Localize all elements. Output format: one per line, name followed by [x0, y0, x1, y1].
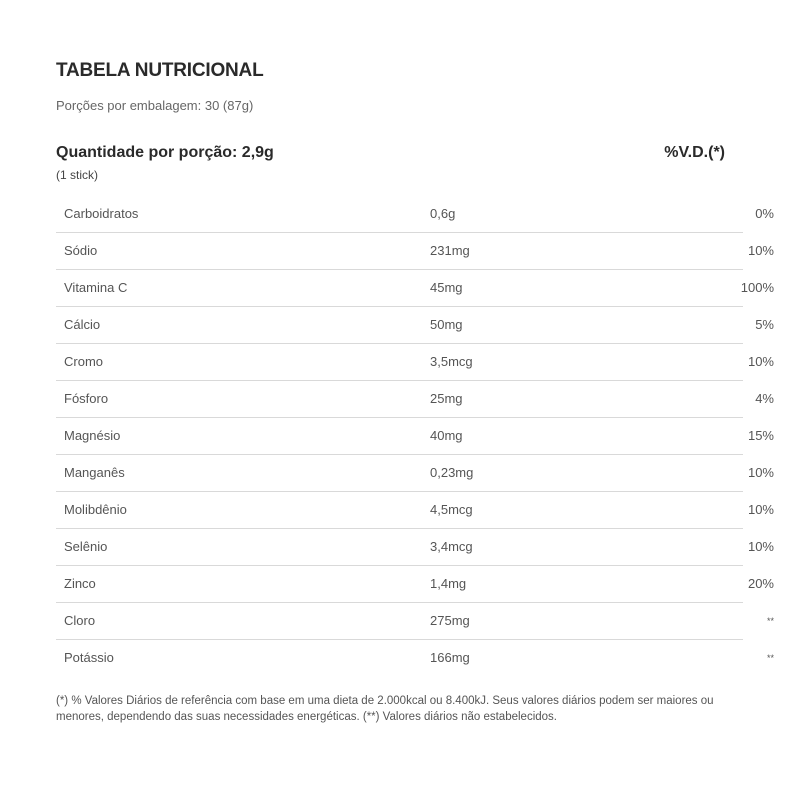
nutrient-amount: 1,4mg [430, 576, 467, 591]
nutrient-amount: 4,5mcg [430, 502, 473, 517]
serving-size: Quantidade por porção: 2,9g [56, 144, 274, 161]
nutrient-daily-value: 0% [755, 206, 774, 221]
table-row [56, 196, 774, 233]
nutrient-name: Fósforo [64, 391, 109, 406]
nutrient-name: Magnésio [64, 428, 121, 443]
nutrient-daily-value: ** [766, 616, 774, 626]
nutrient-daily-value: 100% [740, 280, 774, 295]
table-row [56, 566, 774, 603]
nutrient-daily-value: 10% [747, 465, 774, 480]
table-row [56, 455, 774, 492]
nutrient-name: Cloro [64, 613, 96, 628]
serving-size-unit: (1 stick) [56, 168, 98, 182]
nutrient-amount: 3,4mcg [430, 539, 473, 554]
table-row [56, 270, 774, 307]
nutrient-name: Carboidratos [64, 206, 139, 221]
nutrient-daily-value: 10% [747, 354, 774, 369]
nutrient-daily-value: ** [766, 653, 774, 663]
nutrient-amount: 50mg [430, 317, 463, 332]
nutrient-amount: 40mg [430, 428, 463, 443]
table-row [56, 640, 774, 676]
nutrient-daily-value: 10% [747, 539, 774, 554]
nutrient-name: Zinco [64, 576, 96, 591]
nutrient-daily-value: 5% [755, 317, 774, 332]
nutrient-amount: 0,6g [430, 206, 456, 221]
nutrient-table [56, 196, 774, 676]
table-row [56, 381, 774, 418]
table-row [56, 344, 774, 381]
nutrient-name: Potássio [64, 650, 114, 665]
table-row [56, 307, 774, 344]
nutrient-name: Molibdênio [64, 502, 127, 517]
nutrient-amount: 0,23mg [430, 465, 474, 480]
nutrient-daily-value: 4% [755, 391, 774, 406]
daily-value-header: %V.D.(*) [664, 144, 725, 161]
nutrient-daily-value: 20% [747, 576, 774, 591]
table-row [56, 418, 774, 455]
nutrient-name: Selênio [64, 539, 108, 554]
nutrient-name: Sódio [64, 243, 98, 258]
nutrient-daily-value: 10% [747, 502, 774, 517]
table-row [56, 233, 774, 270]
nutrient-amount: 231mg [430, 243, 470, 258]
nutrient-daily-value: 15% [747, 428, 774, 443]
table-row [56, 603, 774, 640]
table-row [56, 529, 774, 566]
nutrient-amount: 166mg [430, 650, 470, 665]
table-row [56, 492, 774, 529]
nutrient-name: Manganês [64, 465, 125, 480]
nutrient-amount: 3,5mcg [430, 354, 473, 369]
nutrient-amount: 275mg [430, 613, 470, 628]
nutrient-name: Vitamina C [64, 280, 128, 295]
footnote: (*) % Valores Diários de referência com base em uma dieta de 2.000kcal ou 8.400kJ. Seus valores diários podem ser maiores ou menores, dependendo das suas necessidades energéticas. (**) Valores diários não estabelecidos. [56, 695, 714, 723]
page-title: TABELA NUTRICIONAL [56, 60, 264, 81]
nutrient-amount: 25mg [430, 391, 463, 406]
nutrient-amount: 45mg [430, 280, 463, 295]
nutrient-name: Cromo [64, 354, 104, 369]
nutrient-daily-value: 10% [747, 243, 774, 258]
nutrient-name: Cálcio [64, 317, 101, 332]
servings-per-package: Porções por embalagem: 30 (87g) [56, 98, 254, 113]
